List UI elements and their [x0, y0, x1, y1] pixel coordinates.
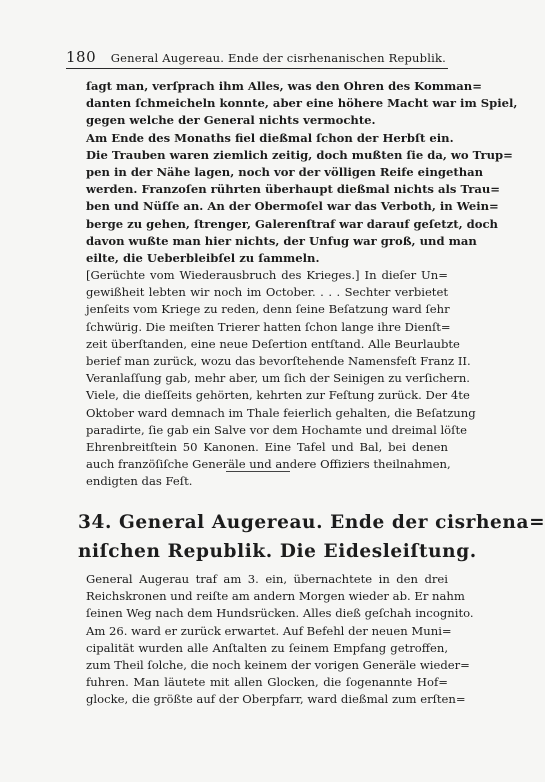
- text-line: fuhren. Man läutete mit allen Glocken, die ſogenannte Hof=: [86, 675, 448, 690]
- text-line: gewißheit lebten wir noch im October. . . . Sechter verbietet: [86, 285, 448, 300]
- text-line: [Gerüchte vom Wiederausbruch des Krieges.] In dieſer Un=: [86, 268, 448, 283]
- text-line: Die Trauben waren ziemlich zeitig, doch mußten ſie da, wo Trup=: [86, 147, 513, 162]
- text-line: berge zu gehen, ſtrenger, Galerenſtraf war darauf geſetzt, doch: [86, 216, 498, 231]
- text-line: eilte, die Ueberbleibſel zu ſammeln.: [86, 250, 320, 265]
- text-line: Ehrenbreitſtein 50 Kanonen. Eine Tafel und Bal, bei denen: [86, 439, 448, 454]
- section-1-text: [86, 78, 518, 491]
- page-number: 180: [66, 48, 97, 66]
- text-line: berief man zurück, wozu das bevorſtehende Namensfeſt Franz II.: [86, 354, 471, 368]
- chapter-heading: [78, 508, 545, 566]
- text-line: ſagt man, verſprach ihm Alles, was den Ohren des Komman=: [86, 79, 482, 93]
- text-line: cipalität wurden alle Anſtalten zu ſeinem Empfang getroffen,: [86, 640, 448, 655]
- text-line: danten ſchmeicheln konnte, aber eine höhere Macht war im Spiel,: [86, 96, 518, 111]
- text-line: gegen welche der General nichts vermochte.: [86, 113, 376, 128]
- header-rule: [66, 68, 448, 69]
- text-line: Am 26. ward er zurück erwartet. Auf Befehl der neuen Muni=: [86, 623, 452, 638]
- text-line: Reichskronen und reiſte am andern Morgen wieder ab. Er nahm: [86, 589, 465, 604]
- text-line: davon wußte man hier nichts, der Unfug war groß, und man: [86, 233, 477, 248]
- text-line: Oktober ward demnach im Thale feierlich gehalten, die Beſatzung: [86, 405, 476, 420]
- text-line: pen in der Nähe lagen, noch vor der völligen Reife eingethan: [86, 164, 484, 179]
- page-header: [66, 48, 446, 68]
- chapter-heading-line-1: 34. General Augereau. Ende der cisrhena=: [78, 512, 545, 533]
- text-line: endigten das Feſt.: [86, 474, 193, 489]
- text-line: zum Theil ſolche, die noch keinem der vorigen Generäle wieder=: [86, 657, 470, 672]
- running-title: General Augereau. Ende der cisrhenanischen Republik.: [110, 51, 446, 65]
- section-2-text: [86, 571, 474, 709]
- text-line: Veranlaſſung gab, mehr aber, um ſich der Seinigen zu verſichern.: [86, 371, 470, 386]
- text-line: ſchwürig. Die meiſten Trierer hatten ſchon lange ihre Dienſt=: [86, 319, 451, 334]
- text-line: jenſeits vom Kriege zu reden, denn ſeine Beſatzung ward ſehr: [86, 302, 450, 317]
- text-line: General Augerau traf am 3. ein, übernachtete in den drei: [86, 572, 448, 586]
- text-line: werden. Franzoſen rührten überhaupt dießmal nichts als Trau=: [86, 182, 501, 197]
- section-separator: [226, 471, 290, 472]
- text-line: zeit überſtanden, eine neue Deſertion entſtand. Alle Beurlaubte: [86, 336, 460, 351]
- text-line: ſeinen Weg nach dem Hundsrücken. Alles dieß geſchah incognito.: [86, 606, 474, 621]
- text-line: ben und Nüſſe an. An der Obermoſel war das Verboth, in Wein=: [86, 199, 499, 214]
- text-line: Viele, die dieſſeits gehörten, kehrten zur Feſtung zurück. Der 4te: [86, 388, 470, 403]
- text-line: glocke, die größte auf der Oberpfarr, ward dießmal zum erſten=: [86, 692, 466, 707]
- text-line: auch franzöſiſche Generäle und andere Offiziers theilnahmen,: [86, 457, 451, 472]
- chapter-heading-line-2: niſchen Republik. Die Eidesleiſtung.: [78, 541, 477, 562]
- text-line: Am Ende des Monaths fiel dießmal ſchon der Herbſt ein.: [86, 130, 454, 145]
- text-line: paradirte, ſie gab ein Salve vor dem Hochamte und dreimal löſte: [86, 422, 467, 437]
